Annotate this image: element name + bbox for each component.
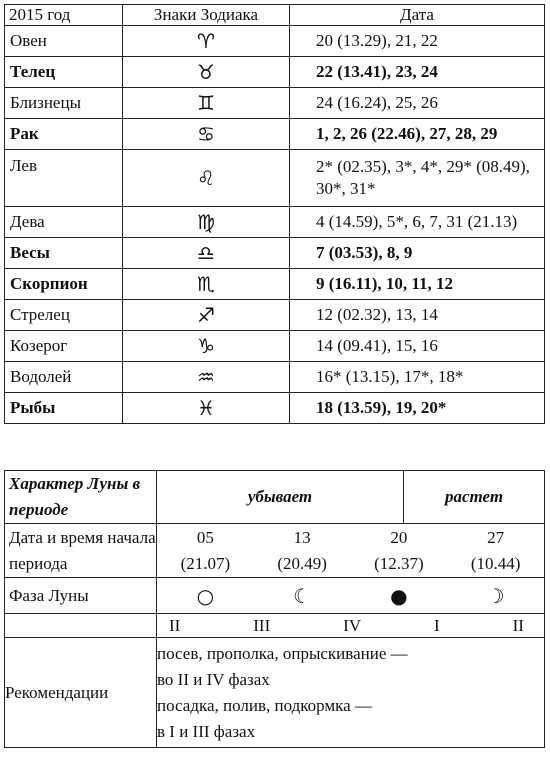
sign-name: Дева	[5, 207, 123, 238]
period	[447, 525, 544, 577]
new-moon-icon: ○	[196, 583, 215, 608]
table-row	[5, 150, 545, 207]
sign-name: Рыбы	[5, 393, 123, 424]
sign-dates: 9 (16.11), 10, 11, 12	[290, 269, 545, 300]
header-sign: Знаки Зодиака	[123, 5, 290, 26]
table-row	[5, 300, 545, 331]
recommendation-label: Рекомендации	[5, 638, 157, 748]
leo-icon: ♌︎	[123, 150, 290, 207]
quarter: III	[253, 615, 271, 635]
sign-name: Телец	[5, 57, 123, 88]
period-time: (12.37)	[374, 553, 424, 573]
sign-dates: 20 (13.29), 21, 22	[290, 26, 545, 57]
recommendation-line: посадка, полив, подкормка —	[157, 695, 372, 715]
sign-name: Козерог	[5, 331, 123, 362]
sign-dates: 4 (14.59), 5*, 6, 7, 31 (21.13)	[290, 207, 545, 238]
quarter-empty	[5, 614, 157, 638]
period	[254, 525, 351, 577]
quarter-row	[5, 614, 545, 638]
sign-dates: 2* (02.35), 3*, 4*, 29* (08.49), 30*, 31*	[290, 150, 545, 207]
quarter: IV	[343, 615, 362, 635]
scorpio-icon: ♏︎	[123, 269, 290, 300]
sign-dates: 7 (03.53), 8, 9	[290, 238, 545, 269]
phase-label: Фаза Луны	[5, 578, 157, 614]
moon-table	[4, 470, 545, 748]
period-day: 13	[293, 527, 311, 547]
sign-dates: 24 (16.24), 25, 26	[290, 88, 545, 119]
period-date-label: Дата и время начала периода	[5, 524, 157, 578]
table-row	[5, 393, 545, 424]
capricorn-icon: ♑︎	[123, 331, 290, 362]
period-row	[5, 524, 545, 578]
sagittarius-icon: ♐︎	[123, 300, 290, 331]
recommendation-line: посев, прополка, опрыскивание —	[157, 643, 408, 663]
sign-name: Рак	[5, 119, 123, 150]
aquarius-icon: ♒︎	[123, 362, 290, 393]
sign-name: Весы	[5, 238, 123, 269]
period-day: 05	[196, 527, 214, 547]
sign-name: Лев	[5, 150, 123, 207]
table-row	[5, 331, 545, 362]
table-row	[5, 269, 545, 300]
period-dates	[157, 524, 545, 578]
quarter: I	[434, 615, 440, 635]
libra-icon: ♎︎	[123, 238, 290, 269]
moon-character-label: Характер Луны в периоде	[5, 471, 157, 524]
recommendation-row	[5, 638, 545, 748]
period-day: 27	[487, 527, 505, 547]
phase-row	[5, 578, 545, 614]
table-row	[5, 88, 545, 119]
header-date: Дата	[290, 5, 545, 26]
sign-name: Водолей	[5, 362, 123, 393]
table-row	[5, 57, 545, 88]
quarters	[157, 614, 545, 638]
recommendation-text	[157, 638, 545, 748]
sign-name: Близнецы	[5, 88, 123, 119]
period	[157, 525, 254, 577]
quarter: II	[169, 615, 181, 635]
sign-name: Овен	[5, 26, 123, 57]
header-year: 2015 год	[5, 5, 123, 26]
full-moon-icon: ●	[390, 583, 408, 608]
table-row	[5, 207, 545, 238]
moon-header-row	[5, 471, 545, 524]
aries-icon: ♈︎	[123, 26, 290, 57]
sign-dates: 16* (13.15), 17*, 18*	[290, 362, 545, 393]
virgo-icon: ♍︎	[123, 207, 290, 238]
period-time: (20.49)	[277, 553, 327, 573]
waxing-label: растет	[404, 471, 545, 524]
period-time: (10.44)	[470, 553, 521, 573]
recommendation-line: во II и IV фазах	[157, 669, 270, 689]
sign-name: Скорпион	[5, 269, 123, 300]
waning-crescent-icon: ☾	[293, 583, 312, 608]
cancer-icon: ♋︎	[123, 119, 290, 150]
sign-dates: 14 (09.41), 15, 16	[290, 331, 545, 362]
recommendation-line: в I и III фазах	[157, 721, 256, 741]
zodiac-table	[4, 4, 545, 424]
waning-label: убывает	[157, 471, 404, 524]
period	[351, 525, 448, 577]
taurus-icon: ♉︎	[123, 57, 290, 88]
sign-dates: 22 (13.41), 23, 24	[290, 57, 545, 88]
period-time: (21.07)	[180, 553, 231, 573]
zodiac-table-header	[5, 5, 545, 26]
table-row	[5, 362, 545, 393]
pisces-icon: ♓︎	[123, 393, 290, 424]
waxing-crescent-icon: ☽	[486, 583, 505, 608]
gemini-icon: ♊︎	[123, 88, 290, 119]
period-day: 20	[390, 527, 408, 547]
phase-icons	[157, 578, 545, 614]
table-row	[5, 26, 545, 57]
quarter: II	[512, 615, 524, 635]
sign-name: Стрелец	[5, 300, 123, 331]
sign-dates: 1, 2, 26 (22.46), 27, 28, 29	[290, 119, 545, 150]
table-row	[5, 119, 545, 150]
sign-dates: 18 (13.59), 19, 20*	[290, 393, 545, 424]
table-row	[5, 238, 545, 269]
sign-dates: 12 (02.32), 13, 14	[290, 300, 545, 331]
